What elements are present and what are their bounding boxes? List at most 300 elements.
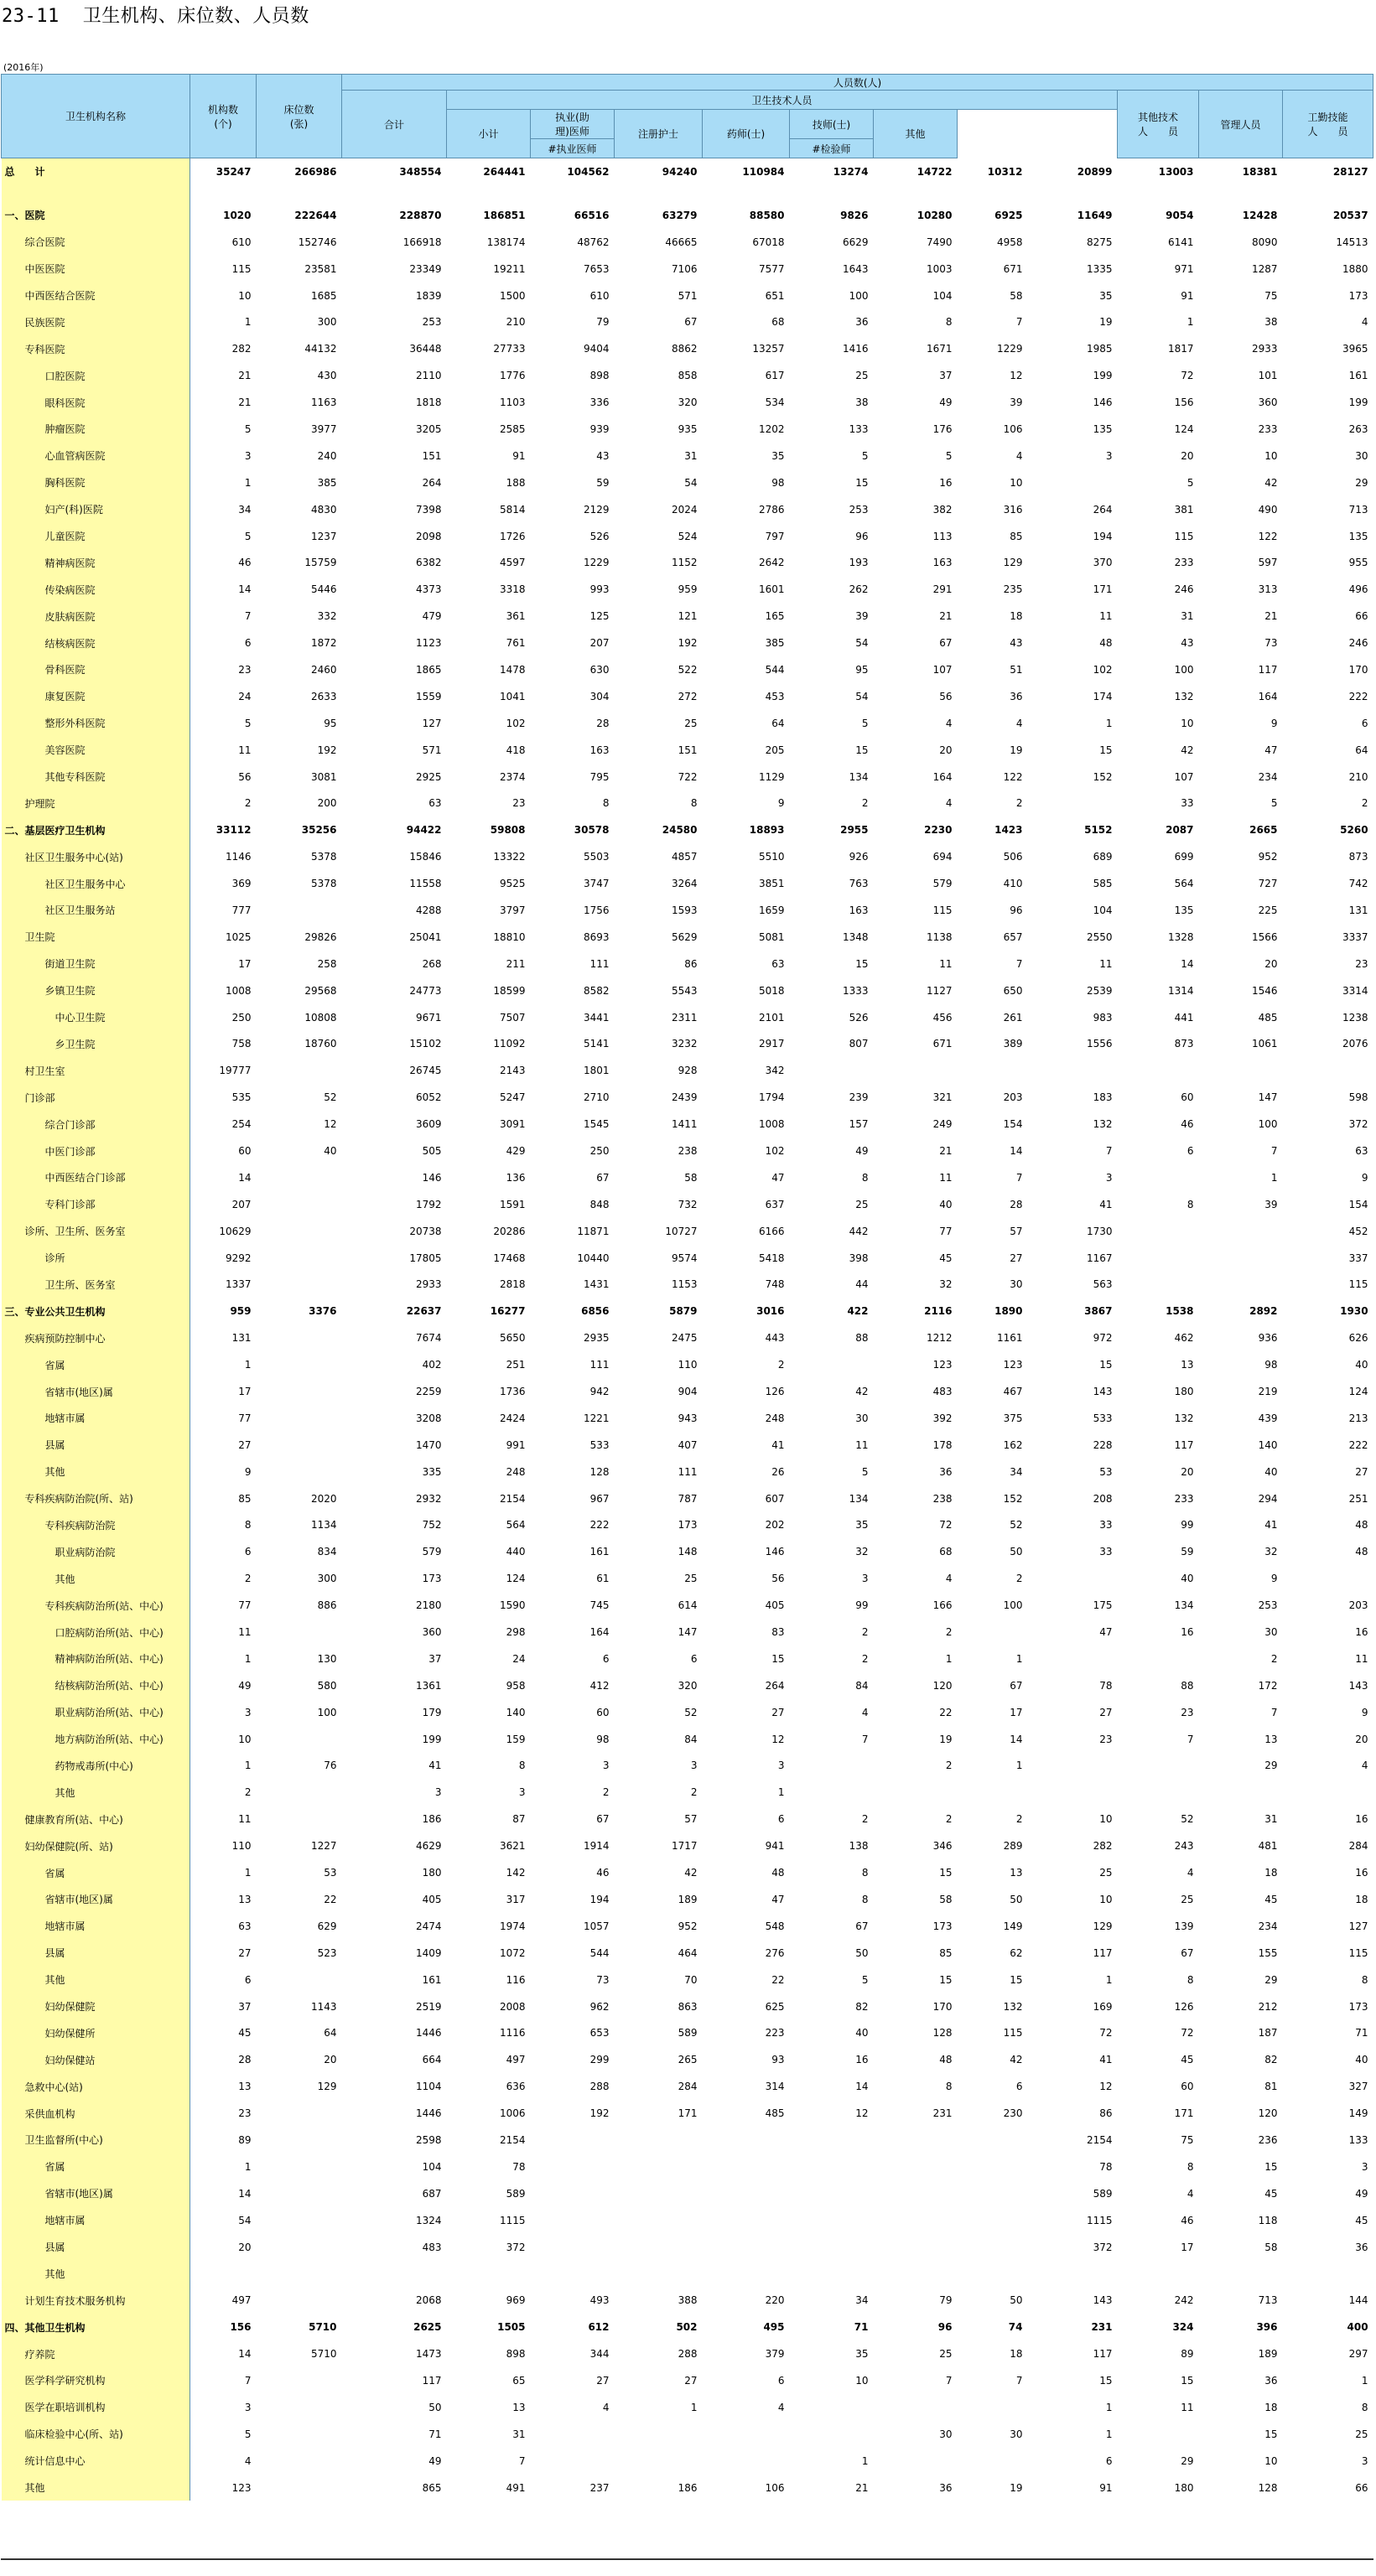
- row-label: 妇幼保健站: [2, 2046, 190, 2073]
- cell-value: 39: [855, 610, 869, 623]
- cell-value: 208: [1093, 1492, 1113, 1505]
- cell-value: 21: [1264, 610, 1278, 623]
- cell-value: 610: [589, 289, 610, 302]
- data-table: [1, 74, 1373, 2501]
- cell-value: 128: [589, 1465, 610, 1478]
- cell-value: 6: [1361, 717, 1368, 729]
- cell-value: 2539: [1086, 984, 1113, 997]
- cell-value: [257, 1378, 342, 1405]
- header-lab-technicians: #检验师: [790, 139, 874, 158]
- cell-value: 19: [1010, 744, 1023, 756]
- cell-value: 39: [1010, 397, 1023, 409]
- cell-value: 3965: [1342, 343, 1368, 355]
- cell-value: [531, 2421, 615, 2448]
- cell-value: 597: [1258, 557, 1278, 569]
- cell-value: 113: [932, 530, 953, 542]
- table-row: [2, 2367, 1373, 2394]
- cell-value: 1671: [926, 343, 953, 355]
- cell-value: 179: [422, 1706, 442, 1718]
- cell-value: 16: [1181, 1626, 1194, 1639]
- cell-value: 60: [1181, 1091, 1194, 1104]
- cell-value: 952: [678, 1920, 698, 1932]
- cell-value: 77: [939, 1225, 953, 1237]
- cell-value: 2475: [671, 1332, 698, 1345]
- cell-value: 248: [506, 1465, 526, 1478]
- cell-value: 1123: [415, 637, 442, 650]
- cell-value: 1776: [499, 370, 526, 382]
- cell-value: 35: [771, 449, 785, 462]
- cell-value: 962: [589, 2000, 610, 2013]
- cell-value: 34: [238, 503, 252, 516]
- cell-value: 9: [1270, 1573, 1278, 1585]
- cell-value: 234: [1258, 1920, 1278, 1932]
- cell-value: 199: [422, 1733, 442, 1745]
- cell-value: 239: [849, 1091, 869, 1104]
- table-row: [2, 362, 1373, 389]
- table-row: [2, 1164, 1373, 1191]
- table-row: [2, 256, 1373, 282]
- table-row: [2, 2394, 1373, 2421]
- cell-value: 1115: [499, 2214, 526, 2226]
- cell-value: 151: [678, 744, 698, 756]
- cell-value: [531, 2154, 615, 2180]
- cell-value: 233: [1174, 1492, 1194, 1505]
- cell-value: 2585: [499, 422, 526, 435]
- cell-value: 68: [939, 1546, 953, 1558]
- cell-value: 134: [1174, 1599, 1194, 1612]
- row-label: 其他: [2, 1779, 190, 1806]
- cell-value: 68: [771, 316, 785, 329]
- cell-value: 481: [1258, 1840, 1278, 1853]
- cell-value: [1283, 1057, 1373, 1084]
- table-row: [2, 229, 1373, 256]
- cell-value: 40: [1181, 1573, 1194, 1585]
- cell-value: 344: [589, 2348, 610, 2361]
- cell-value: 20: [1181, 449, 1194, 462]
- cell-value: 571: [422, 744, 442, 756]
- cell-value: 11871: [577, 1225, 610, 1237]
- row-label: 省辖市(地区)属: [2, 1378, 190, 1405]
- cell-value: 67: [596, 1813, 610, 1826]
- cell-value: 1559: [415, 690, 442, 702]
- cell-value: 42: [855, 1386, 869, 1398]
- header-institutions: 机构数 (个): [190, 75, 257, 158]
- cell-value: 140: [1258, 1438, 1278, 1451]
- cell-value: 1041: [499, 690, 526, 702]
- cell-value: 253: [422, 316, 442, 329]
- cell-value: 7: [1015, 957, 1023, 970]
- cell-value: 2374: [499, 770, 526, 783]
- cell-value: [958, 2207, 1028, 2234]
- row-label: 其他: [2, 2475, 190, 2501]
- cell-value: 207: [589, 637, 610, 650]
- cell-value: 589: [678, 2027, 698, 2040]
- cell-value: 213: [1348, 1412, 1368, 1424]
- row-label: 妇幼保健院(所、站): [2, 1832, 190, 1859]
- cell-value: 4: [861, 1706, 869, 1718]
- cell-value: 2439: [671, 1091, 698, 1104]
- cell-value: 1: [244, 1652, 252, 1665]
- cell-value: [342, 2260, 447, 2287]
- cell-value: 496: [1348, 583, 1368, 596]
- cell-value: 657: [1003, 930, 1023, 943]
- cell-value: 959: [678, 583, 698, 596]
- cell-value: 56: [238, 770, 252, 783]
- cell-value: 43: [596, 449, 610, 462]
- cell-value: 47: [771, 1171, 785, 1184]
- cell-value: 50: [1010, 1893, 1023, 1905]
- cell-value: 291: [932, 583, 953, 596]
- cell-value: 5: [244, 530, 252, 542]
- cell-value: 115: [1174, 530, 1194, 542]
- cell-value: 228: [1093, 1438, 1113, 1451]
- cell-value: 31: [684, 449, 698, 462]
- spacer-cell: [1199, 185, 1283, 202]
- cell-value: 264: [422, 476, 442, 489]
- cell-value: 4373: [415, 583, 442, 596]
- cell-value: 402: [422, 1359, 442, 1371]
- cell-value: 262: [849, 583, 869, 596]
- cell-value: 17: [238, 957, 252, 970]
- cell-value: 43: [1181, 637, 1194, 650]
- cell-value: 284: [678, 2081, 698, 2093]
- page-title: [2, 2, 309, 28]
- cell-value: 2: [1361, 797, 1368, 810]
- cell-value: 863: [678, 2000, 698, 2013]
- row-label: 医学科学研究机构: [2, 2367, 190, 2394]
- table-row: [2, 443, 1373, 469]
- cell-value: [1028, 790, 1118, 816]
- cell-value: 38: [855, 397, 869, 409]
- cell-value: 19: [1010, 2481, 1023, 2494]
- cell-value: 111: [678, 1465, 698, 1478]
- cell-value: 38: [1264, 316, 1278, 329]
- cell-value: 3: [244, 449, 252, 462]
- cell-value: 2598: [415, 2133, 442, 2146]
- cell-value: 14: [238, 2187, 252, 2200]
- spacer-cell: [342, 185, 447, 202]
- cell-value: 1212: [926, 1332, 953, 1345]
- cell-value: 12: [1099, 2081, 1113, 2093]
- cell-value: 2110: [415, 370, 442, 382]
- cell-value: 430: [317, 370, 337, 382]
- cell-value: 60: [238, 1145, 252, 1157]
- cell-value: 23581: [304, 262, 337, 275]
- cell-value: 22: [771, 1973, 785, 1986]
- table-row: [2, 2046, 1373, 2073]
- cell-value: 439: [1258, 1412, 1278, 1424]
- cell-value: 1590: [499, 1599, 526, 1612]
- cell-value: 671: [1003, 262, 1023, 275]
- cell-value: 405: [765, 1599, 785, 1612]
- row-label: 综合门诊部: [2, 1111, 190, 1138]
- cell-value: 75: [1181, 2133, 1194, 2146]
- cell-value: 983: [1093, 1011, 1113, 1024]
- cell-value: 143: [1348, 1679, 1368, 1692]
- row-label: 其他: [2, 1565, 190, 1592]
- cell-value: 228870: [399, 209, 442, 221]
- cell-value: 1008: [758, 1118, 785, 1131]
- cell-value: 579: [422, 1546, 442, 1558]
- cell-value: 612: [588, 2321, 610, 2334]
- cell-value: [257, 2448, 342, 2475]
- cell-value: 462: [1174, 1332, 1194, 1345]
- cell-value: 625: [765, 2000, 785, 2013]
- cell-value: 3797: [499, 904, 526, 916]
- cell-value: 7: [1186, 1733, 1194, 1745]
- header-other-tech: 其他技术 人 员: [1118, 91, 1199, 158]
- cell-value: 151: [422, 449, 442, 462]
- cell-value: 2024: [671, 503, 698, 516]
- cell-value: [615, 2260, 703, 2287]
- cell-value: 18381: [1242, 165, 1278, 178]
- cell-value: 422: [847, 1305, 869, 1318]
- cell-value: 4597: [499, 557, 526, 569]
- cell-value: 1409: [415, 1946, 442, 1959]
- cell-value: [257, 1459, 342, 1485]
- cell-value: 186851: [483, 209, 526, 221]
- cell-value: 99: [855, 1599, 869, 1612]
- cell-value: 107: [1174, 770, 1194, 783]
- cell-value: 67: [1010, 1679, 1023, 1692]
- cell-value: 125: [589, 610, 610, 623]
- cell-value: 972: [1093, 1332, 1113, 1345]
- cell-value: 170: [932, 2000, 953, 2013]
- cell-value: 12: [324, 1118, 337, 1131]
- cell-value: 19777: [219, 1065, 252, 1077]
- cell-value: 10: [238, 1733, 252, 1745]
- row-label: 精神病防治所(站、中心): [2, 1646, 190, 1672]
- cell-value: 88580: [749, 209, 785, 221]
- cell-value: 72: [1181, 2027, 1194, 2040]
- cell-value: 524: [678, 530, 698, 542]
- cell-value: 134: [849, 770, 869, 783]
- cell-value: 382: [932, 503, 953, 516]
- cell-value: 8: [861, 1867, 869, 1879]
- cell-value: [1028, 1753, 1118, 1780]
- cell-value: 142: [506, 1867, 526, 1879]
- cell-value: 10: [1010, 476, 1023, 489]
- cell-value: 5: [1186, 476, 1194, 489]
- cell-value: 29: [1264, 1973, 1278, 1986]
- cell-value: 85: [238, 1492, 252, 1505]
- row-label: 儿童医院: [2, 523, 190, 550]
- cell-value: 6166: [758, 1225, 785, 1237]
- cell-value: 25: [855, 370, 869, 382]
- cell-value: 59: [596, 476, 610, 489]
- cell-value: 106: [1003, 422, 1023, 435]
- cell-value: 14: [1181, 957, 1194, 970]
- cell-value: 2474: [415, 1920, 442, 1932]
- cell-value: 1348: [842, 930, 869, 943]
- row-label: 专科疾病防治院(所、站): [2, 1485, 190, 1512]
- cell-value: 10: [238, 289, 252, 302]
- cell-value: 5: [861, 1465, 869, 1478]
- cell-value: 276: [765, 1946, 785, 1959]
- cell-value: [1118, 1218, 1199, 1245]
- cell-value: 202: [765, 1519, 785, 1532]
- cell-value: 1593: [671, 904, 698, 916]
- cell-value: 1: [244, 316, 252, 329]
- cell-value: 993: [589, 583, 610, 596]
- cell-value: 1556: [1086, 1038, 1113, 1050]
- cell-value: 175: [1093, 1599, 1113, 1612]
- cell-value: [257, 2154, 342, 2180]
- cell-value: 210: [506, 316, 526, 329]
- cell-value: 37: [939, 370, 953, 382]
- cell-value: 13257: [752, 343, 785, 355]
- cell-value: 1324: [415, 2214, 442, 2226]
- cell-value: 27733: [493, 343, 526, 355]
- cell-value: 4958: [996, 236, 1023, 248]
- table-row: [2, 1111, 1373, 1138]
- cell-value: 76: [324, 1760, 337, 1772]
- cell-value: 1153: [671, 1278, 698, 1291]
- cell-value: 410: [1003, 878, 1023, 890]
- cell-value: 14: [855, 2081, 869, 2093]
- cell-value: 407: [678, 1438, 698, 1451]
- cell-value: 732: [678, 1198, 698, 1210]
- cell-value: 52: [684, 1706, 698, 1718]
- cell-value: 47: [771, 1893, 785, 1905]
- cell-value: 2917: [758, 1038, 785, 1050]
- cell-value: 189: [1258, 2348, 1278, 2361]
- cell-value: 1: [1105, 2428, 1113, 2440]
- cell-value: 282: [1093, 1840, 1113, 1853]
- row-label: 疾病预防控制中心: [2, 1324, 190, 1351]
- cell-value: 3091: [499, 1118, 526, 1131]
- cell-value: 138: [849, 1840, 869, 1853]
- cell-value: 650: [1003, 984, 1023, 997]
- table-row: [2, 790, 1373, 816]
- cell-value: 21: [855, 2481, 869, 2494]
- cell-value: 4288: [415, 904, 442, 916]
- cell-value: 192: [589, 2107, 610, 2120]
- cell-value: 936: [1258, 1332, 1278, 1345]
- cell-value: 2: [1015, 1813, 1023, 1826]
- cell-value: [790, 1779, 874, 1806]
- cell-value: 78: [1099, 1679, 1113, 1692]
- cell-value: 443: [765, 1332, 785, 1345]
- cell-value: 166: [932, 1599, 953, 1612]
- cell-value: 143: [1093, 2294, 1113, 2307]
- cell-value: 95: [855, 663, 869, 676]
- cell-value: 348554: [399, 165, 442, 178]
- cell-value: 16: [1355, 1626, 1368, 1639]
- cell-value: [257, 1057, 342, 1084]
- cell-value: 33: [1099, 1519, 1113, 1532]
- cell-value: 9: [1361, 1706, 1368, 1718]
- table-row: [2, 897, 1373, 924]
- cell-value: [790, 2207, 874, 2234]
- cell-value: 61: [596, 1573, 610, 1585]
- table-row: [2, 1538, 1373, 1565]
- cell-value: 651: [765, 289, 785, 302]
- cell-value: 1: [1105, 1973, 1113, 1986]
- cell-value: 324: [1172, 2321, 1194, 2334]
- cell-value: [874, 2180, 958, 2207]
- cell-value: 117: [1174, 1438, 1194, 1451]
- cell-value: 991: [506, 1438, 526, 1451]
- cell-value: 2101: [758, 1011, 785, 1024]
- cell-value: 15: [1099, 744, 1113, 756]
- cell-value: 110: [678, 1359, 698, 1371]
- cell-value: 3232: [671, 1038, 698, 1050]
- cell-value: 25: [1181, 1893, 1194, 1905]
- cell-value: 222: [589, 1519, 610, 1532]
- row-label: 医学在职培训机构: [2, 2394, 190, 2421]
- cell-value: 189: [678, 1893, 698, 1905]
- cell-value: 89: [238, 2133, 252, 2146]
- cell-value: 117: [422, 2374, 442, 2387]
- cell-value: 8: [861, 1893, 869, 1905]
- row-label: 职业病防治院: [2, 1538, 190, 1565]
- cell-value: 313: [1258, 583, 1278, 596]
- table-row: [2, 496, 1373, 523]
- table-row: [2, 1940, 1373, 1967]
- cell-value: 58: [1264, 2241, 1278, 2253]
- cell-value: 84: [684, 1733, 698, 1745]
- cell-value: 170: [1348, 663, 1368, 676]
- cell-value: 28: [238, 2054, 252, 2066]
- row-label: 护理院: [2, 790, 190, 816]
- cell-value: 316: [1003, 503, 1023, 516]
- cell-value: 485: [765, 2107, 785, 2120]
- cell-value: 4: [777, 2401, 785, 2413]
- cell-value: 5: [861, 1973, 869, 1986]
- cell-value: 20: [238, 2241, 252, 2253]
- cell-value: 12: [771, 1733, 785, 1745]
- cell-value: 6382: [415, 557, 442, 569]
- cell-value: 9292: [225, 1252, 252, 1264]
- cell-value: 171: [678, 2107, 698, 2120]
- cell-value: 52: [324, 1091, 337, 1104]
- cell-value: 464: [678, 1946, 698, 1959]
- cell-value: [1118, 1245, 1199, 1272]
- cell-value: 10727: [665, 1225, 698, 1237]
- cell-value: 1: [1015, 1760, 1023, 1772]
- cell-value: 36: [855, 316, 869, 329]
- cell-value: 11: [939, 1171, 953, 1184]
- row-label: 计划生育技术服务机构: [2, 2287, 190, 2314]
- cell-value: 133: [1348, 2133, 1368, 2146]
- cell-value: 36: [1264, 2374, 1278, 2387]
- cell-value: 48: [1099, 637, 1113, 650]
- cell-value: 2: [861, 1652, 869, 1665]
- cell-value: 8090: [1251, 236, 1278, 248]
- cell-value: 41: [771, 1438, 785, 1451]
- cell-value: 6: [602, 1652, 610, 1665]
- cell-value: 40: [855, 2027, 869, 2040]
- cell-value: [874, 2448, 958, 2475]
- cell-value: [703, 2207, 790, 2234]
- cell-value: 132: [1174, 1412, 1194, 1424]
- cell-value: 127: [422, 717, 442, 729]
- cell-value: 2: [861, 1626, 869, 1639]
- cell-value: 35247: [215, 165, 252, 178]
- row-label: 妇幼保健院: [2, 1993, 190, 2020]
- table-row: [2, 2234, 1373, 2261]
- cell-value: [257, 1619, 342, 1646]
- row-label: 结核病医院: [2, 630, 190, 656]
- row-label: 省属: [2, 1351, 190, 1378]
- cell-value: 14722: [916, 165, 953, 178]
- cell-value: 44132: [304, 343, 337, 355]
- row-label: 传染病医院: [2, 576, 190, 603]
- cell-value: 49: [238, 1679, 252, 1692]
- cell-value: [1028, 1057, 1118, 1084]
- row-label: 中西医结合门诊部: [2, 1164, 190, 1191]
